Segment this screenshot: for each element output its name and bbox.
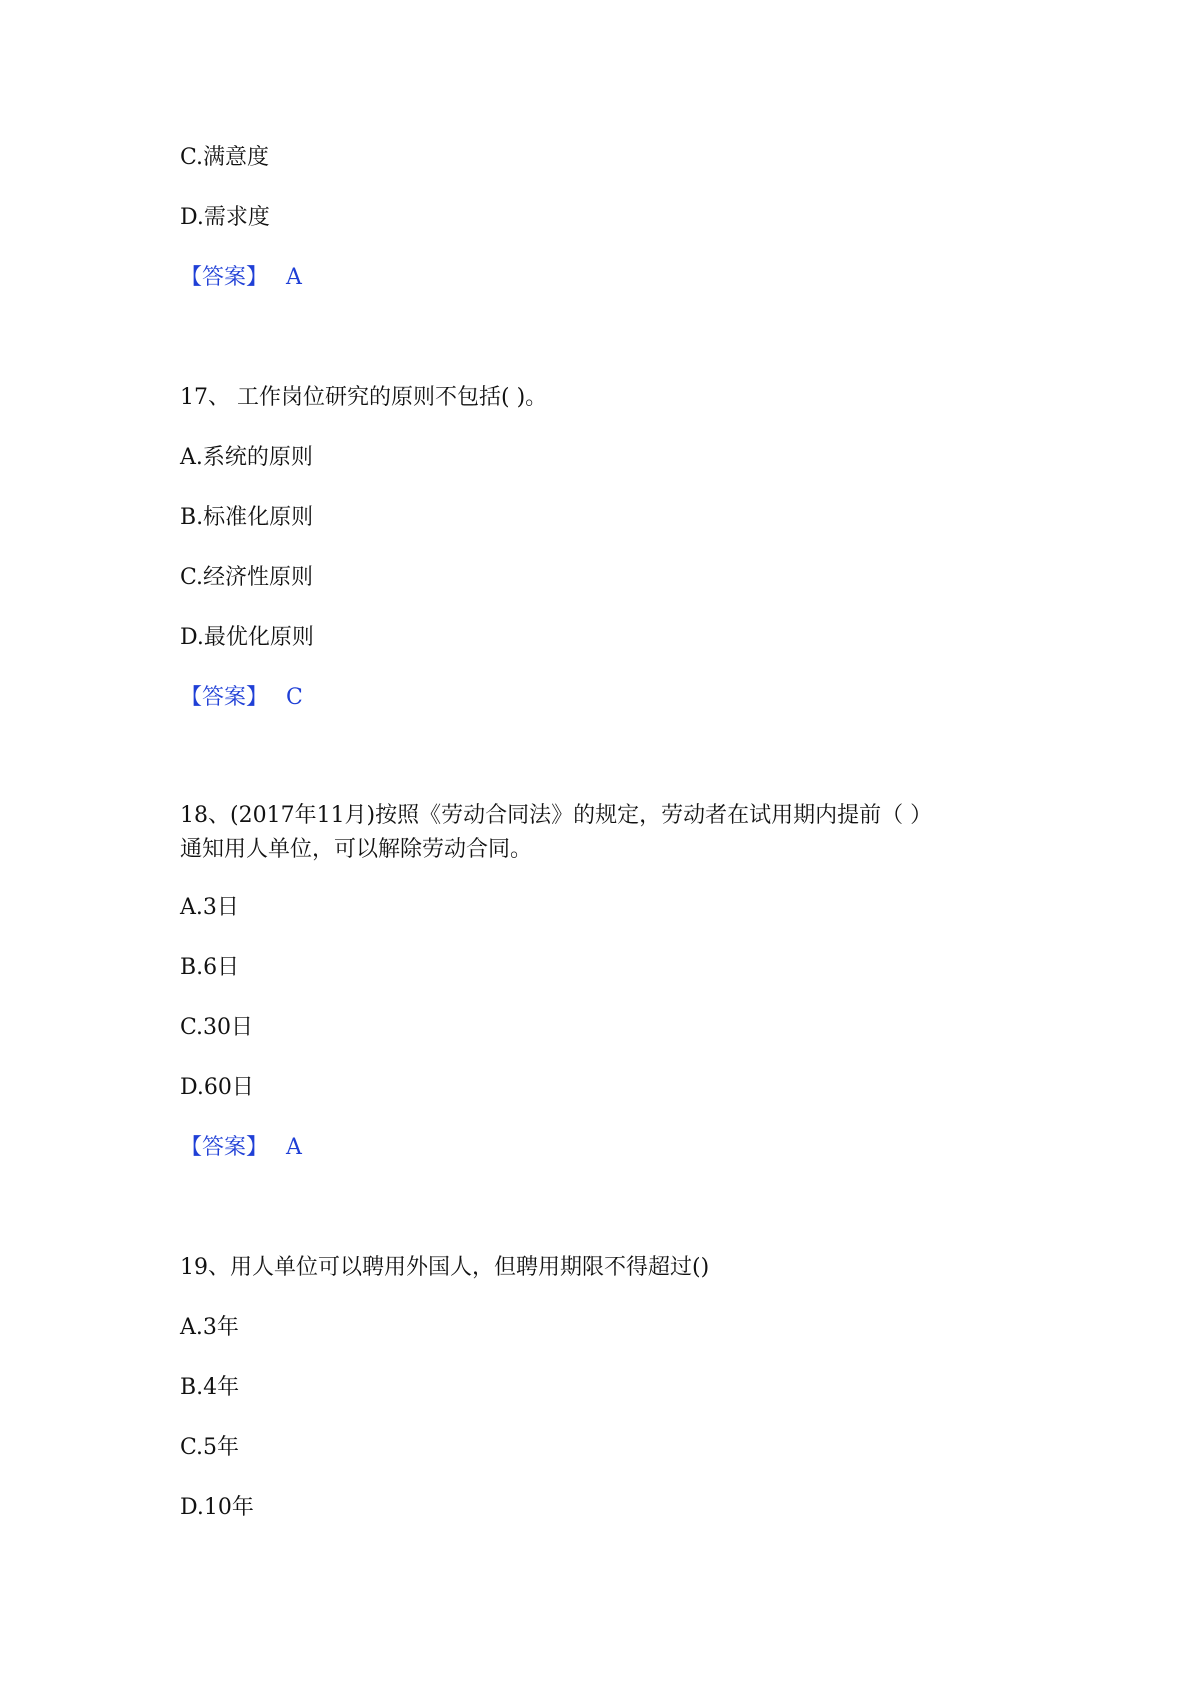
question-18-answer [180, 1133, 302, 1163]
question-17-option-c: C.经济性原则 [180, 565, 314, 590]
question-19-option-d: D.10年 [180, 1495, 254, 1520]
question-18-stem-line1: 18、(2017年11月)按照《劳动合同法》的规定，劳动者在试用期内提前（ ） [180, 803, 933, 828]
question-19-option-b: B.4年 [180, 1375, 240, 1400]
question-17-option-b: B.标准化原则 [180, 505, 314, 530]
option-c: C.满意度 [180, 145, 270, 170]
question-18-option-a: A.3日 [180, 895, 239, 920]
question-17-option-a: A.系统的原则 [180, 445, 313, 470]
answer-value: C [286, 685, 303, 710]
question-18-stem-line2: 通知用人单位，可以解除劳动合同。 [180, 837, 533, 862]
question-17-option-d: D.最优化原则 [180, 625, 314, 650]
answer-label: 【答案】 [180, 265, 269, 290]
question-18-option-c: C.30日 [180, 1015, 254, 1040]
answer-value: A [286, 265, 302, 290]
question-17-stem: 17、 工作岗位研究的原则不包括( )。 [180, 385, 548, 410]
question-19-option-a: A.3年 [180, 1315, 239, 1340]
option-d: D.需求度 [180, 205, 270, 230]
question-18-option-d: D.60日 [180, 1075, 254, 1100]
question-19-stem: 19、用人单位可以聘用外国人，但聘用期限不得超过() [180, 1255, 710, 1280]
question-19-option-c: C.5年 [180, 1435, 240, 1460]
question-18-option-b: B.6日 [180, 955, 240, 980]
question-17-answer [180, 683, 303, 713]
answer-label: 【答案】 [180, 685, 269, 710]
answer-label: 【答案】 [180, 1135, 269, 1160]
answer-line [180, 263, 302, 293]
answer-value: A [286, 1135, 302, 1160]
